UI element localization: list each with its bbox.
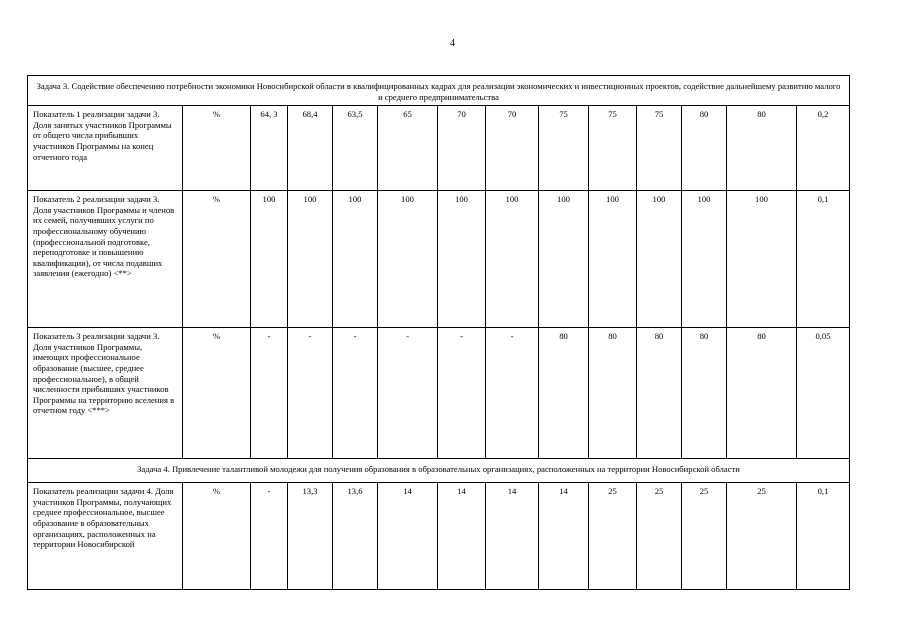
value-cell: - bbox=[438, 328, 486, 459]
value-cell: - bbox=[251, 328, 288, 459]
value-cell: 25 bbox=[682, 483, 727, 590]
unit-cell: % bbox=[183, 328, 251, 459]
table-row bbox=[28, 483, 850, 590]
value-cell: 14 bbox=[378, 483, 438, 590]
value-cell: 100 bbox=[251, 191, 288, 328]
value-cell: 80 bbox=[637, 328, 682, 459]
value-cell: 13,6 bbox=[333, 483, 378, 590]
weight-cell: 0,1 bbox=[797, 483, 850, 590]
indicator-name: Показатель 1 реализации задачи 3. Доля занятых участников Программы от общего числа прибывших участников Программы на конец отчетного года bbox=[28, 106, 183, 191]
value-cell: - bbox=[251, 483, 288, 590]
value-cell: 100 bbox=[288, 191, 333, 328]
value-cell: 100 bbox=[378, 191, 438, 328]
value-cell: 80 bbox=[727, 328, 797, 459]
indicators-table bbox=[27, 75, 850, 590]
value-cell: 25 bbox=[589, 483, 637, 590]
table-row bbox=[28, 191, 850, 328]
weight-cell: 0,1 bbox=[797, 191, 850, 328]
value-cell: 100 bbox=[333, 191, 378, 328]
value-cell: 100 bbox=[486, 191, 539, 328]
value-cell: 80 bbox=[682, 106, 727, 191]
value-cell: - bbox=[333, 328, 378, 459]
value-cell: 25 bbox=[727, 483, 797, 590]
value-cell: 100 bbox=[589, 191, 637, 328]
value-cell: 80 bbox=[589, 328, 637, 459]
value-cell: 100 bbox=[727, 191, 797, 328]
value-cell: 64, 3 bbox=[251, 106, 288, 191]
value-cell: 70 bbox=[438, 106, 486, 191]
value-cell: - bbox=[378, 328, 438, 459]
weight-cell: 0,05 bbox=[797, 328, 850, 459]
value-cell: 80 bbox=[682, 328, 727, 459]
indicator-name: Показатель реализации задачи 4. Доля участников Программы, получающих среднее профессиональное, высшее образование в образовательных организациях, расположенных на территории Новосибирской bbox=[28, 483, 183, 590]
value-cell: 80 bbox=[539, 328, 589, 459]
value-cell: 100 bbox=[438, 191, 486, 328]
table-row bbox=[28, 106, 850, 191]
unit-cell: % bbox=[183, 483, 251, 590]
value-cell: 14 bbox=[438, 483, 486, 590]
value-cell: - bbox=[486, 328, 539, 459]
value-cell: - bbox=[288, 328, 333, 459]
value-cell: 100 bbox=[682, 191, 727, 328]
task4-header: Задача 4. Привлечение талантливой молодежи для получения образования в образовательных организациях, расположенных на территории Новосибирской области bbox=[28, 459, 850, 483]
value-cell: 80 bbox=[727, 106, 797, 191]
task3-header: Задача 3. Содействие обеспечению потребности экономики Новосибирской области в квалифицированных кадрах для реализации экономических и инвестиционных проектов, содействие дальнейшему развитию малого и среднего предпринимательства bbox=[28, 76, 850, 106]
task-header-row bbox=[28, 459, 850, 483]
value-cell: 63,5 bbox=[333, 106, 378, 191]
page-number: 4 bbox=[450, 38, 455, 49]
value-cell: 75 bbox=[589, 106, 637, 191]
value-cell: 65 bbox=[378, 106, 438, 191]
table-row bbox=[28, 328, 850, 459]
value-cell: 100 bbox=[539, 191, 589, 328]
value-cell: 13,3 bbox=[288, 483, 333, 590]
value-cell: 14 bbox=[486, 483, 539, 590]
value-cell: 70 bbox=[486, 106, 539, 191]
indicator-name: Показатель 3 реализации задачи 3. Доля участников Программы, имеющих профессиональное образование (высшее, среднее профессиональное), в общей численности прибывших участников Программы на территорию вселения в отчетном году <***> bbox=[28, 328, 183, 459]
value-cell: 68,4 bbox=[288, 106, 333, 191]
value-cell: 75 bbox=[539, 106, 589, 191]
value-cell: 25 bbox=[637, 483, 682, 590]
value-cell: 75 bbox=[637, 106, 682, 191]
indicator-name: Показатель 2 реализации задачи 3. Доля участников Программы и членов их семей, получивших услуги по профессиональному обучению (профессиональной подготовке, переподготовке и повышению квалификации), от числа подавших заявления (ежегодно) <**> bbox=[28, 191, 183, 328]
unit-cell: % bbox=[183, 106, 251, 191]
value-cell: 100 bbox=[637, 191, 682, 328]
task-header-row bbox=[28, 76, 850, 106]
unit-cell: % bbox=[183, 191, 251, 328]
weight-cell: 0,2 bbox=[797, 106, 850, 191]
value-cell: 14 bbox=[539, 483, 589, 590]
